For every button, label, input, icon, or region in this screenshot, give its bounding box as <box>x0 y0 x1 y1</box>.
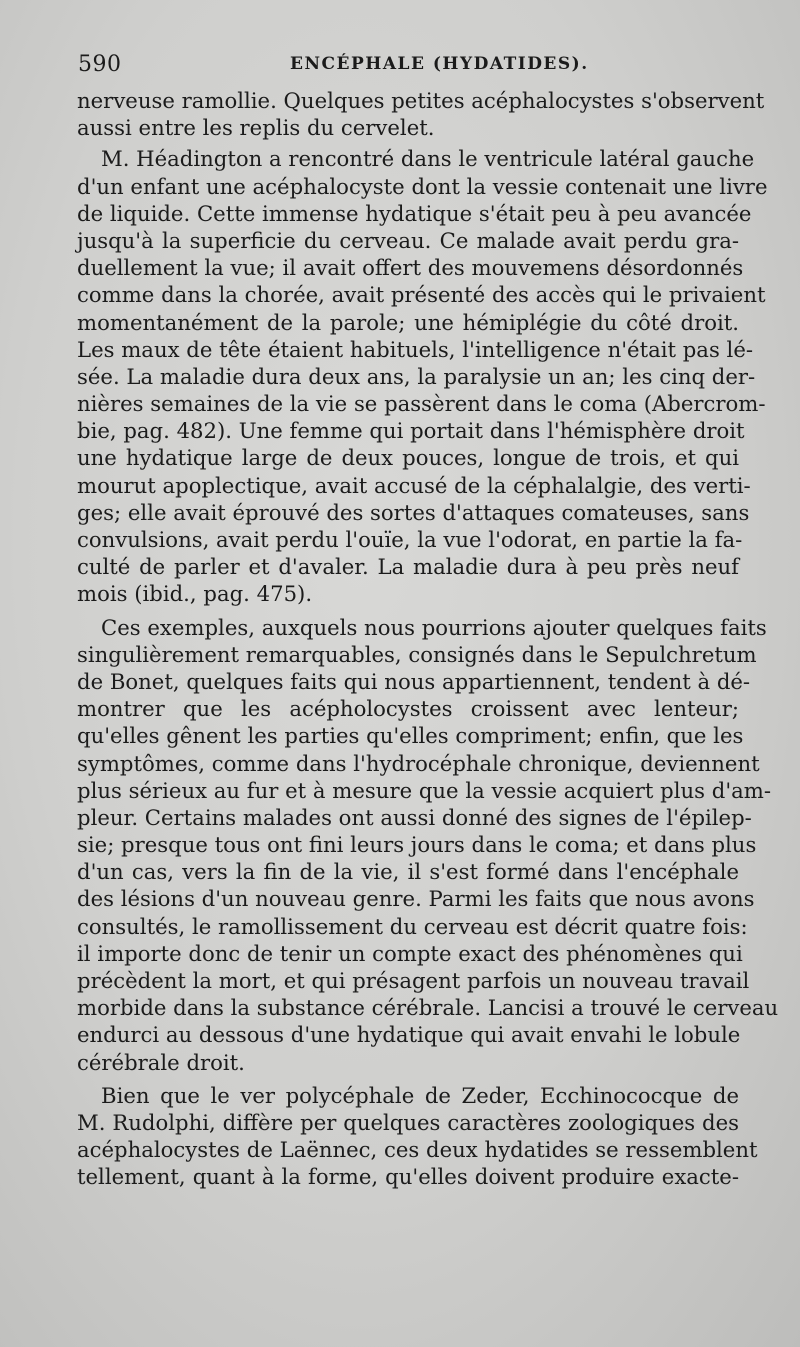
text-line: il importe donc de tenir un compte exact des phénomènes qui <box>77 940 743 966</box>
text-line: ges; elle avait éprouvé des sortes d'attaques comateuses, sans <box>77 499 750 525</box>
text-line: qu'elles gênent les parties qu'elles compriment; enfin, que les <box>77 723 744 749</box>
text-line: nerveuse ramollie. Quelques petites acéphalocystes s'observent <box>77 88 765 113</box>
text-line: momentanément de la parole; une hémiplégie du côté droit. <box>77 309 739 335</box>
text-line: mourut apoplectique, avait accusé de la céphalalgie, des verti- <box>77 472 751 498</box>
text-line: mois (ibid., pag. 475). <box>77 581 313 607</box>
text-line: des lésions d'un nouveau genre. Parmi les faits que nous avons <box>77 886 755 912</box>
running-head: ENCÉPHALE (HYDATIDES). <box>290 54 589 74</box>
text-line: de liquide. Cette immense hydatique s'était peu à peu avancée <box>77 200 752 226</box>
text-line: Bien que le ver polycéphale de Zeder, Ecchinococque de <box>101 1082 739 1108</box>
text-line: M. Rudolphi, diffère per quelques caractères zoologiques des <box>77 1109 739 1135</box>
text-line: duellement la vue; il avait offert des mouvemens désordonnés <box>77 255 744 281</box>
text-line: sie; presque tous ont fini leurs jours dans le coma; et dans plus <box>77 832 757 858</box>
text-line: pleur. Certains malades ont aussi donné des signes de l'épilep- <box>77 804 752 830</box>
text-line: montrer que les acépholocystes croissent avec lenteur; <box>77 696 739 722</box>
text-line: plus sérieux au fur et à mesure que la vessie acquiert plus d'am- <box>77 777 772 803</box>
text-line: M. Héadington a rencontré dans le ventricule latéral gauche <box>101 146 755 172</box>
text-line: Les maux de tête étaient habituels, l'intelligence n'était pas lé- <box>77 336 754 362</box>
text-line: Ces exemples, auxquels nous pourrions ajouter quelques faits <box>101 614 767 640</box>
body-text <box>77 87 779 1191</box>
text-line: de Bonet, quelques faits qui nous appartiennent, tendent à dé- <box>77 668 751 694</box>
text-line: morbide dans la substance cérébrale. Lancisi a trouvé le cerveau <box>77 995 779 1021</box>
text-line: précèdent la mort, et qui présagent parfois un nouveau travail <box>77 968 750 993</box>
text-line: nières semaines de la vie se passèrent dans le coma (Abercrom- <box>77 391 766 417</box>
text-line: comme dans la chorée, avait présenté des accès qui le privaient <box>77 282 766 308</box>
text-line: culté de parler et d'avaler. La maladie dura à peu près neuf <box>77 554 739 580</box>
text-line: aussi entre les replis du cervelet. <box>77 115 435 141</box>
text-line: endurci au dessous d'une hydatique qui avait envahi le lobule <box>77 1022 741 1048</box>
text-line: consultés, le ramollissement du cerveau est décrit quatre fois: <box>77 913 748 939</box>
text-line: d'un enfant une acéphalocyste dont la vessie contenait une livre <box>77 173 768 199</box>
page-header <box>78 50 738 84</box>
text-line: symptômes, comme dans l'hydrocéphale chronique, deviennent <box>77 750 760 776</box>
text-line: une hydatique large de deux pouces, longue de trois, et qui <box>77 445 739 471</box>
text-line: singulièrement remarquables, consignés dans le Sepulchretum <box>77 641 757 667</box>
text-line: jusqu'à la superficie du cerveau. Ce malade avait perdu gra- <box>77 227 739 253</box>
text-line: d'un cas, vers la fin de la vie, il s'est formé dans l'encéphale <box>77 859 739 885</box>
text-line: cérébrale droit. <box>77 1049 245 1075</box>
text-line: sée. La maladie dura deux ans, la paralysie un an; les cinq der- <box>77 363 756 389</box>
text-line: tellement, quant à la forme, qu'elles doivent produire exacte- <box>77 1164 739 1190</box>
text-line: acéphalocystes de Laënnec, ces deux hydatides se ressemblent <box>77 1137 758 1163</box>
page-number: 590 <box>78 52 122 77</box>
text-line: convulsions, avait perdu l'ouïe, la vue l'odorat, en partie la fa- <box>77 527 743 552</box>
text-line: bie, pag. 482). Une femme qui portait dans l'hémisphère droit <box>77 418 745 444</box>
